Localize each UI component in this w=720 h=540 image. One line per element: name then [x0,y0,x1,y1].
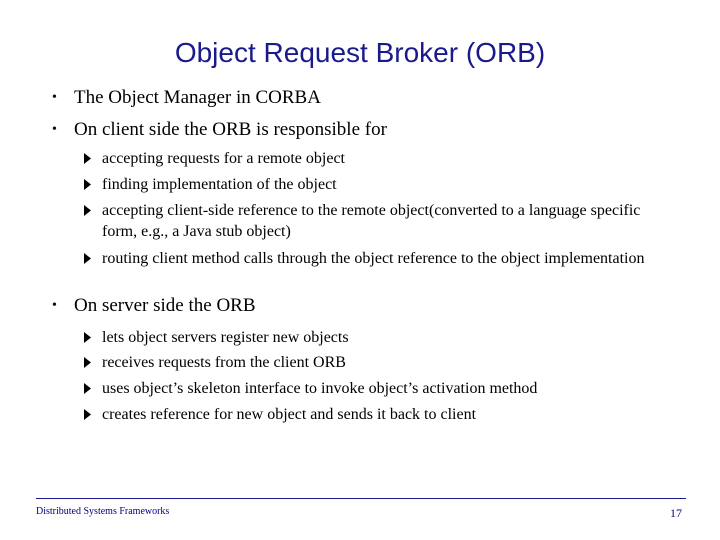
bullet-dot-icon: • [52,90,57,105]
bullet-dot-icon: • [52,122,57,137]
slide-title: Object Request Broker (ORB) [174,37,546,68]
triangle-right-icon [84,174,102,190]
triangle-right-icon [84,404,102,420]
bullet-dot-icon: • [52,298,57,313]
page-number: 17 [670,506,682,520]
triangle-right-icon [84,148,102,164]
sub-bullet-text: accepting client-side reference to the remote object(converted to a language specific form, e.g., a Java stub object) [102,202,641,240]
sub-bullet-item [84,200,664,242]
sub-bullet-text: finding implementation of the object [102,176,337,193]
sub-bullet-text: uses object’s skeleton interface to invoke object’s activation method [102,380,538,397]
sub-bullet-item [84,352,664,373]
sub-bullet-item [84,378,664,399]
sub-bullet-item [84,248,664,269]
bullet-item [52,86,692,110]
sub-bullet-item [84,327,664,348]
footer-divider [36,498,686,499]
bullet-text: On server side the ORB [74,295,256,316]
triangle-right-icon [84,248,102,264]
sub-bullet-item [84,148,664,169]
triangle-right-icon [84,378,102,394]
bullet-text: The Object Manager in CORBA [74,87,321,108]
sub-bullet-text: receives requests from the client ORB [102,354,346,371]
sub-bullet-item [84,174,664,195]
sub-bullet-text: routing client method calls through the object reference to the object implementation [102,250,645,267]
footer-label: Distributed Systems Frameworks [36,506,170,517]
triangle-right-icon [84,327,102,343]
triangle-right-icon [84,352,102,368]
triangle-right-icon [84,200,102,216]
bullet-text: On client side the ORB is responsible for [74,119,387,140]
sub-bullet-item [84,404,664,425]
bullet-item [52,118,692,142]
sub-bullet-text: accepting requests for a remote object [102,150,345,167]
sub-bullet-text: creates reference for new object and sends it back to client [102,406,477,423]
bullet-item [52,294,692,318]
sub-bullet-text: lets object servers register new objects [102,329,349,346]
